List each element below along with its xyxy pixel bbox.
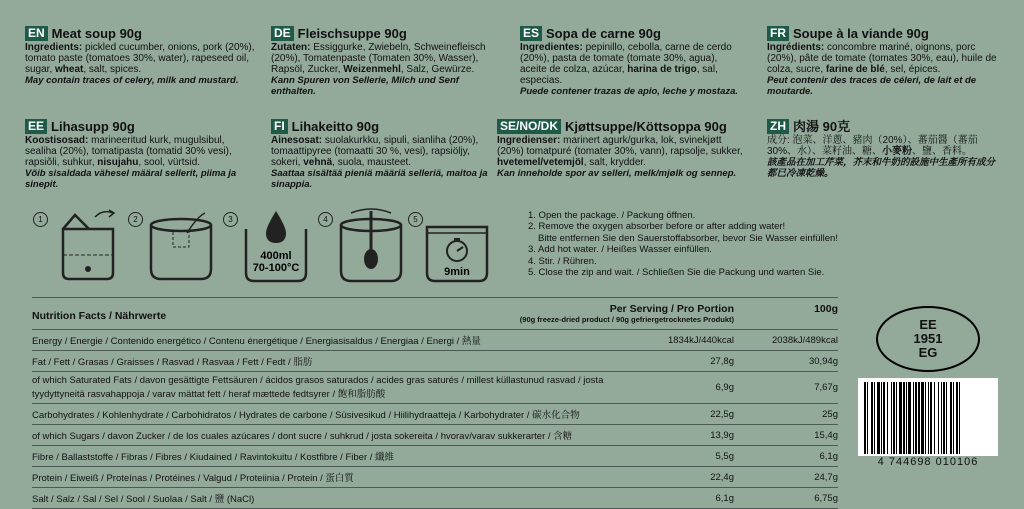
nutrition-title: Nutrition Facts / Nährwerte bbox=[32, 310, 167, 322]
barcode-bar bbox=[883, 382, 885, 454]
nutrient-label: Fat / Fett / Grasas / Graisses / Rasvad / Rasvaa / Fett / Fedt / 脂肪 bbox=[32, 357, 313, 368]
per-serving-value: 1834kJ/440kcal bbox=[667, 334, 734, 346]
product-title: Sopa de carne 90g bbox=[546, 26, 661, 41]
barcode-bar bbox=[908, 382, 911, 454]
allergen-note: May contain traces of celery, milk and mustard. bbox=[25, 75, 239, 86]
product-title: Meat soup 90g bbox=[51, 26, 142, 41]
ingredients: Ingredients: pickled cucumber, onions, pork (20%), tomato paste (tomatoes 30%, water), rapeseed oil, sugar, wheat, salt, spices. bbox=[25, 42, 255, 75]
barcode-bar bbox=[915, 382, 917, 454]
product-title: Lihasupp 90g bbox=[51, 119, 135, 134]
barcode-number: 4 744698 010106 bbox=[877, 456, 979, 468]
allergen-note: 該產品在加工芹菜，芥末和牛奶的設施中生產所有成分都已冷凍乾燥。 bbox=[767, 157, 996, 179]
water-temperature: 70-100°C bbox=[252, 262, 300, 274]
barcode-bar bbox=[891, 382, 892, 454]
lang-code: EE bbox=[25, 119, 47, 134]
nutrition-row bbox=[32, 329, 838, 350]
per-100g-value: 24,7g bbox=[814, 471, 838, 483]
barcode-bar bbox=[930, 382, 932, 454]
barcode-bar bbox=[906, 382, 907, 454]
step-number: 4 bbox=[318, 212, 333, 227]
barcode-bar bbox=[893, 382, 895, 454]
barcode-bar bbox=[950, 382, 952, 454]
product-title: Soupe à la viande 90g bbox=[793, 26, 929, 41]
lang-code: SE/NO/DK bbox=[497, 119, 561, 134]
lang-block-ee bbox=[25, 119, 255, 190]
nutrient-label: Protein / Eiweiß / Proteínas / Protéines / Valgud / Proteiinia / Protein / 蛋白質 bbox=[32, 473, 354, 484]
lang-block-en bbox=[25, 26, 255, 86]
wait-time: 9min bbox=[444, 266, 470, 278]
per-serving-value: 22,4g bbox=[710, 471, 734, 483]
lang-block-fi bbox=[271, 119, 501, 190]
instruction-line: 2. Remove the oxygen absorber before or after adding water! bbox=[528, 221, 786, 233]
step-number: 3 bbox=[223, 212, 238, 227]
nutrient-label: Fibre / Ballaststoffe / Fibras / Fibres / Kiudained / Ravintokuitu / Kostfibre / Fiber / 纖維 bbox=[32, 452, 395, 463]
barcode-bar bbox=[871, 382, 873, 454]
per-100g-value: 7,67g bbox=[814, 382, 838, 393]
stamp-line: EE bbox=[919, 317, 937, 332]
barcode-bar bbox=[881, 382, 882, 454]
per-serving-value: 22,5g bbox=[710, 408, 734, 420]
instruction-line: 1. Open the package. / Packung öffnen. bbox=[528, 210, 696, 221]
barcode-bar bbox=[938, 382, 939, 454]
nutrition-table bbox=[32, 297, 838, 509]
barcode-bar bbox=[959, 382, 960, 454]
remove-absorber-icon bbox=[143, 207, 223, 287]
per-serving-value: 6,1g bbox=[715, 492, 734, 504]
allergen-note: Puede contener trazas de apio, leche y mostaza. bbox=[520, 86, 739, 97]
nutrition-row bbox=[32, 466, 838, 487]
water-amount: 400ml bbox=[260, 250, 292, 262]
per-100g-value: 15,4g bbox=[814, 429, 838, 441]
allergen-note: Kan inneholde spor av selleri, melk/mjølk og sennep. bbox=[497, 168, 737, 179]
lang-block-es bbox=[520, 26, 745, 97]
barcode-bar bbox=[913, 382, 914, 454]
barcode-bar bbox=[953, 382, 954, 454]
per-100g-value: 30,94g bbox=[808, 355, 838, 367]
nutrient-label: Carbohydrates / Kohlenhydrate / Carbohidratos / Hydrates de carbone / Süsivesikud / Hiilihydraatteja / Karbohydrater / 碳水化合物 bbox=[32, 410, 580, 421]
barcode-bar bbox=[903, 382, 905, 454]
ingredients: Ingredientes: pepinillo, cebolla, carne de cerdo (20%), pasta de tomate (tomate 30%, agua), aceite de colza, azúcar, harina de trigo, sal, especias. bbox=[520, 42, 732, 86]
per-serving-value: 27,8g bbox=[710, 355, 734, 367]
step-number: 1 bbox=[33, 212, 48, 227]
add-water-icon bbox=[238, 207, 314, 289]
barcode-bar bbox=[921, 382, 924, 454]
lang-code: ES bbox=[520, 26, 542, 41]
step-number: 2 bbox=[128, 212, 143, 227]
per-100g-value: 2038kJ/489kcal bbox=[771, 334, 838, 346]
barcode-bar bbox=[874, 382, 875, 454]
allergen-note: Võib sisaldada vähesel määral sellerit, piima ja sinepit. bbox=[25, 168, 237, 190]
lang-code: ZH bbox=[767, 119, 789, 134]
per-100g-label: 100g bbox=[814, 303, 838, 315]
instruction-line: 3. Add hot water. / Heißes Wasser einfüllen. bbox=[528, 244, 712, 256]
barcode-bar bbox=[887, 382, 888, 454]
lang-block-se-no-dk bbox=[497, 119, 747, 179]
ingredients: Ainesosat: suolakurkku, sipuli, sianliha (20%), tomaattipyree (tomaatti 30 %, vesi), rapsiöljy, sokeri, vehnä, suola, mausteet. bbox=[271, 135, 479, 168]
per-serving-label: Per Serving / Pro Portion bbox=[609, 303, 734, 315]
instruction-line: 4. Stir. / Rühren. bbox=[528, 255, 597, 267]
nutrition-header bbox=[32, 297, 838, 329]
ingredients: Ingredienser: marinert agurk/gurka, lok, svinekjøtt (20%) tomatpuré (tomater 30%, vann), rapsolje, sukker, hvetemel/vetemjöl, salt, krydder. bbox=[497, 135, 743, 168]
wait-timer-icon bbox=[421, 207, 493, 289]
nutrition-row bbox=[32, 350, 838, 371]
nutrient-label: Energy / Energie / Contenido energético / Contenu énergétique / Energiasisaldus / Energiaa / Energi / 熱量 bbox=[32, 336, 481, 347]
lang-code: DE bbox=[271, 26, 294, 41]
per-100g-value: 6,1g bbox=[819, 450, 838, 462]
serving-sublabel: (90g freeze-dried product / 90g gefriergetrocknetes Produkt) bbox=[519, 315, 734, 324]
barcode-bar bbox=[867, 382, 868, 454]
per-serving-value: 6,9g bbox=[715, 382, 734, 393]
lang-block-fr bbox=[767, 26, 1002, 97]
stamp-line: EG bbox=[918, 345, 938, 360]
open-package-icon bbox=[55, 207, 121, 287]
per-serving-value: 13,9g bbox=[710, 429, 734, 441]
product-title: 肉湯 90克 bbox=[793, 119, 851, 134]
allergen-note: Peut contenir des traces de céleri, de lait et de moutarde. bbox=[767, 75, 977, 97]
preparation-icons bbox=[33, 207, 493, 297]
barcode-bar bbox=[877, 382, 880, 454]
barcode-bar bbox=[918, 382, 920, 454]
health-mark-stamp bbox=[876, 306, 980, 372]
nutrient-label: of which Saturated Fats / davon gesättigte Fettsäuren / ácidos grasos saturados / acides gras saturés / millest küllastunud rasvad / josta tyydyttyneitä rasvahappoja / varav mättat fett / heraf mættede fedtsyrer / 飽和脂肪酸 bbox=[32, 375, 604, 400]
barcode-bar bbox=[899, 382, 902, 454]
barcode-bar bbox=[956, 382, 958, 454]
ingredients: Zutaten: Essiggurke, Zwiebeln, Schweinefleisch (20%), Tomatenpaste (Tomaten 30%, Wasser), Rapsöl, Zucker, Weizenmehl, Salz, Gewürze. bbox=[271, 42, 486, 75]
barcode bbox=[858, 378, 998, 456]
barcode-bar bbox=[946, 382, 947, 454]
ingredients: Ingrédients: concombre mariné, oignons, porc (20%), pâte de tomate (tomates 30%, eau), huile de colza, sucre, farine de blé, sel, épices. bbox=[767, 42, 997, 75]
stamp-line: 1951 bbox=[913, 331, 943, 346]
ingredients: Koostisosad: marineeritud kurk, mugulsibul, sealiha (20%), tomatipasta (tomatid 30% vesi), rapsiõli, suhkur, nisujahu, sool, vürtsid. bbox=[25, 135, 232, 168]
barcode-bar bbox=[943, 382, 945, 454]
barcode-bar bbox=[934, 382, 935, 454]
barcode-bar bbox=[896, 382, 897, 454]
nutrition-row bbox=[32, 371, 838, 403]
instruction-line: Bitte entfernen Sie den Sauerstoffabsorber, bevor Sie Wasser einfüllen! bbox=[538, 232, 838, 244]
instruction-line: 5. Close the zip and wait. / Schließen Sie die Packung und warten Sie. bbox=[528, 267, 825, 279]
barcode-bar bbox=[925, 382, 926, 454]
lang-code: EN bbox=[25, 26, 48, 41]
lang-code: FR bbox=[767, 26, 789, 41]
product-title: Kjøttsuppe/Köttsoppa 90g bbox=[565, 119, 727, 134]
allergen-note: Saattaa sisältää pieniä määriä selleriä, maitoa ja sinappia. bbox=[271, 168, 488, 190]
allergen-note: Kann Spuren von Sellerie, Milch und Senf enthalten. bbox=[271, 75, 459, 97]
step-number: 5 bbox=[408, 212, 423, 227]
nutrient-label: Salt / Salz / Sal / Sel / Sool / Suolaa / Salt / 鹽 (NaCl) bbox=[32, 494, 255, 505]
lang-block-de bbox=[271, 26, 501, 97]
ingredients: 成分: 泡菜、洋蔥、豬肉（20%）、蕃茄醬（蕃茄30%、水）、菜籽油、糖、小麥粉、鹽、香料。 bbox=[767, 135, 978, 157]
per-100g-value: 6,75g bbox=[814, 492, 838, 504]
product-title: Lihakeitto 90g bbox=[291, 119, 380, 134]
nutrition-row bbox=[32, 487, 838, 508]
stir-icon bbox=[333, 207, 413, 289]
barcode-bar bbox=[928, 382, 929, 454]
nutrition-row bbox=[32, 403, 838, 424]
per-100g-value: 25g bbox=[822, 408, 838, 420]
barcode-bar bbox=[864, 382, 866, 454]
nutrition-row bbox=[32, 445, 838, 466]
lang-block-zh bbox=[767, 119, 1002, 179]
product-title: Fleischsuppe 90g bbox=[297, 26, 407, 41]
barcode-bar bbox=[941, 382, 942, 454]
nutrient-label: of which Sugars / davon Zucker / de los cuales azúcares / dont sucre / suhkrud / josta sokereita / hvorav/varav sukkerarter / 含糖 bbox=[32, 431, 573, 442]
per-serving-value: 5,5g bbox=[715, 450, 734, 462]
preparation-instructions bbox=[528, 210, 838, 278]
lang-code: FI bbox=[271, 119, 288, 134]
nutrition-row bbox=[32, 424, 838, 445]
